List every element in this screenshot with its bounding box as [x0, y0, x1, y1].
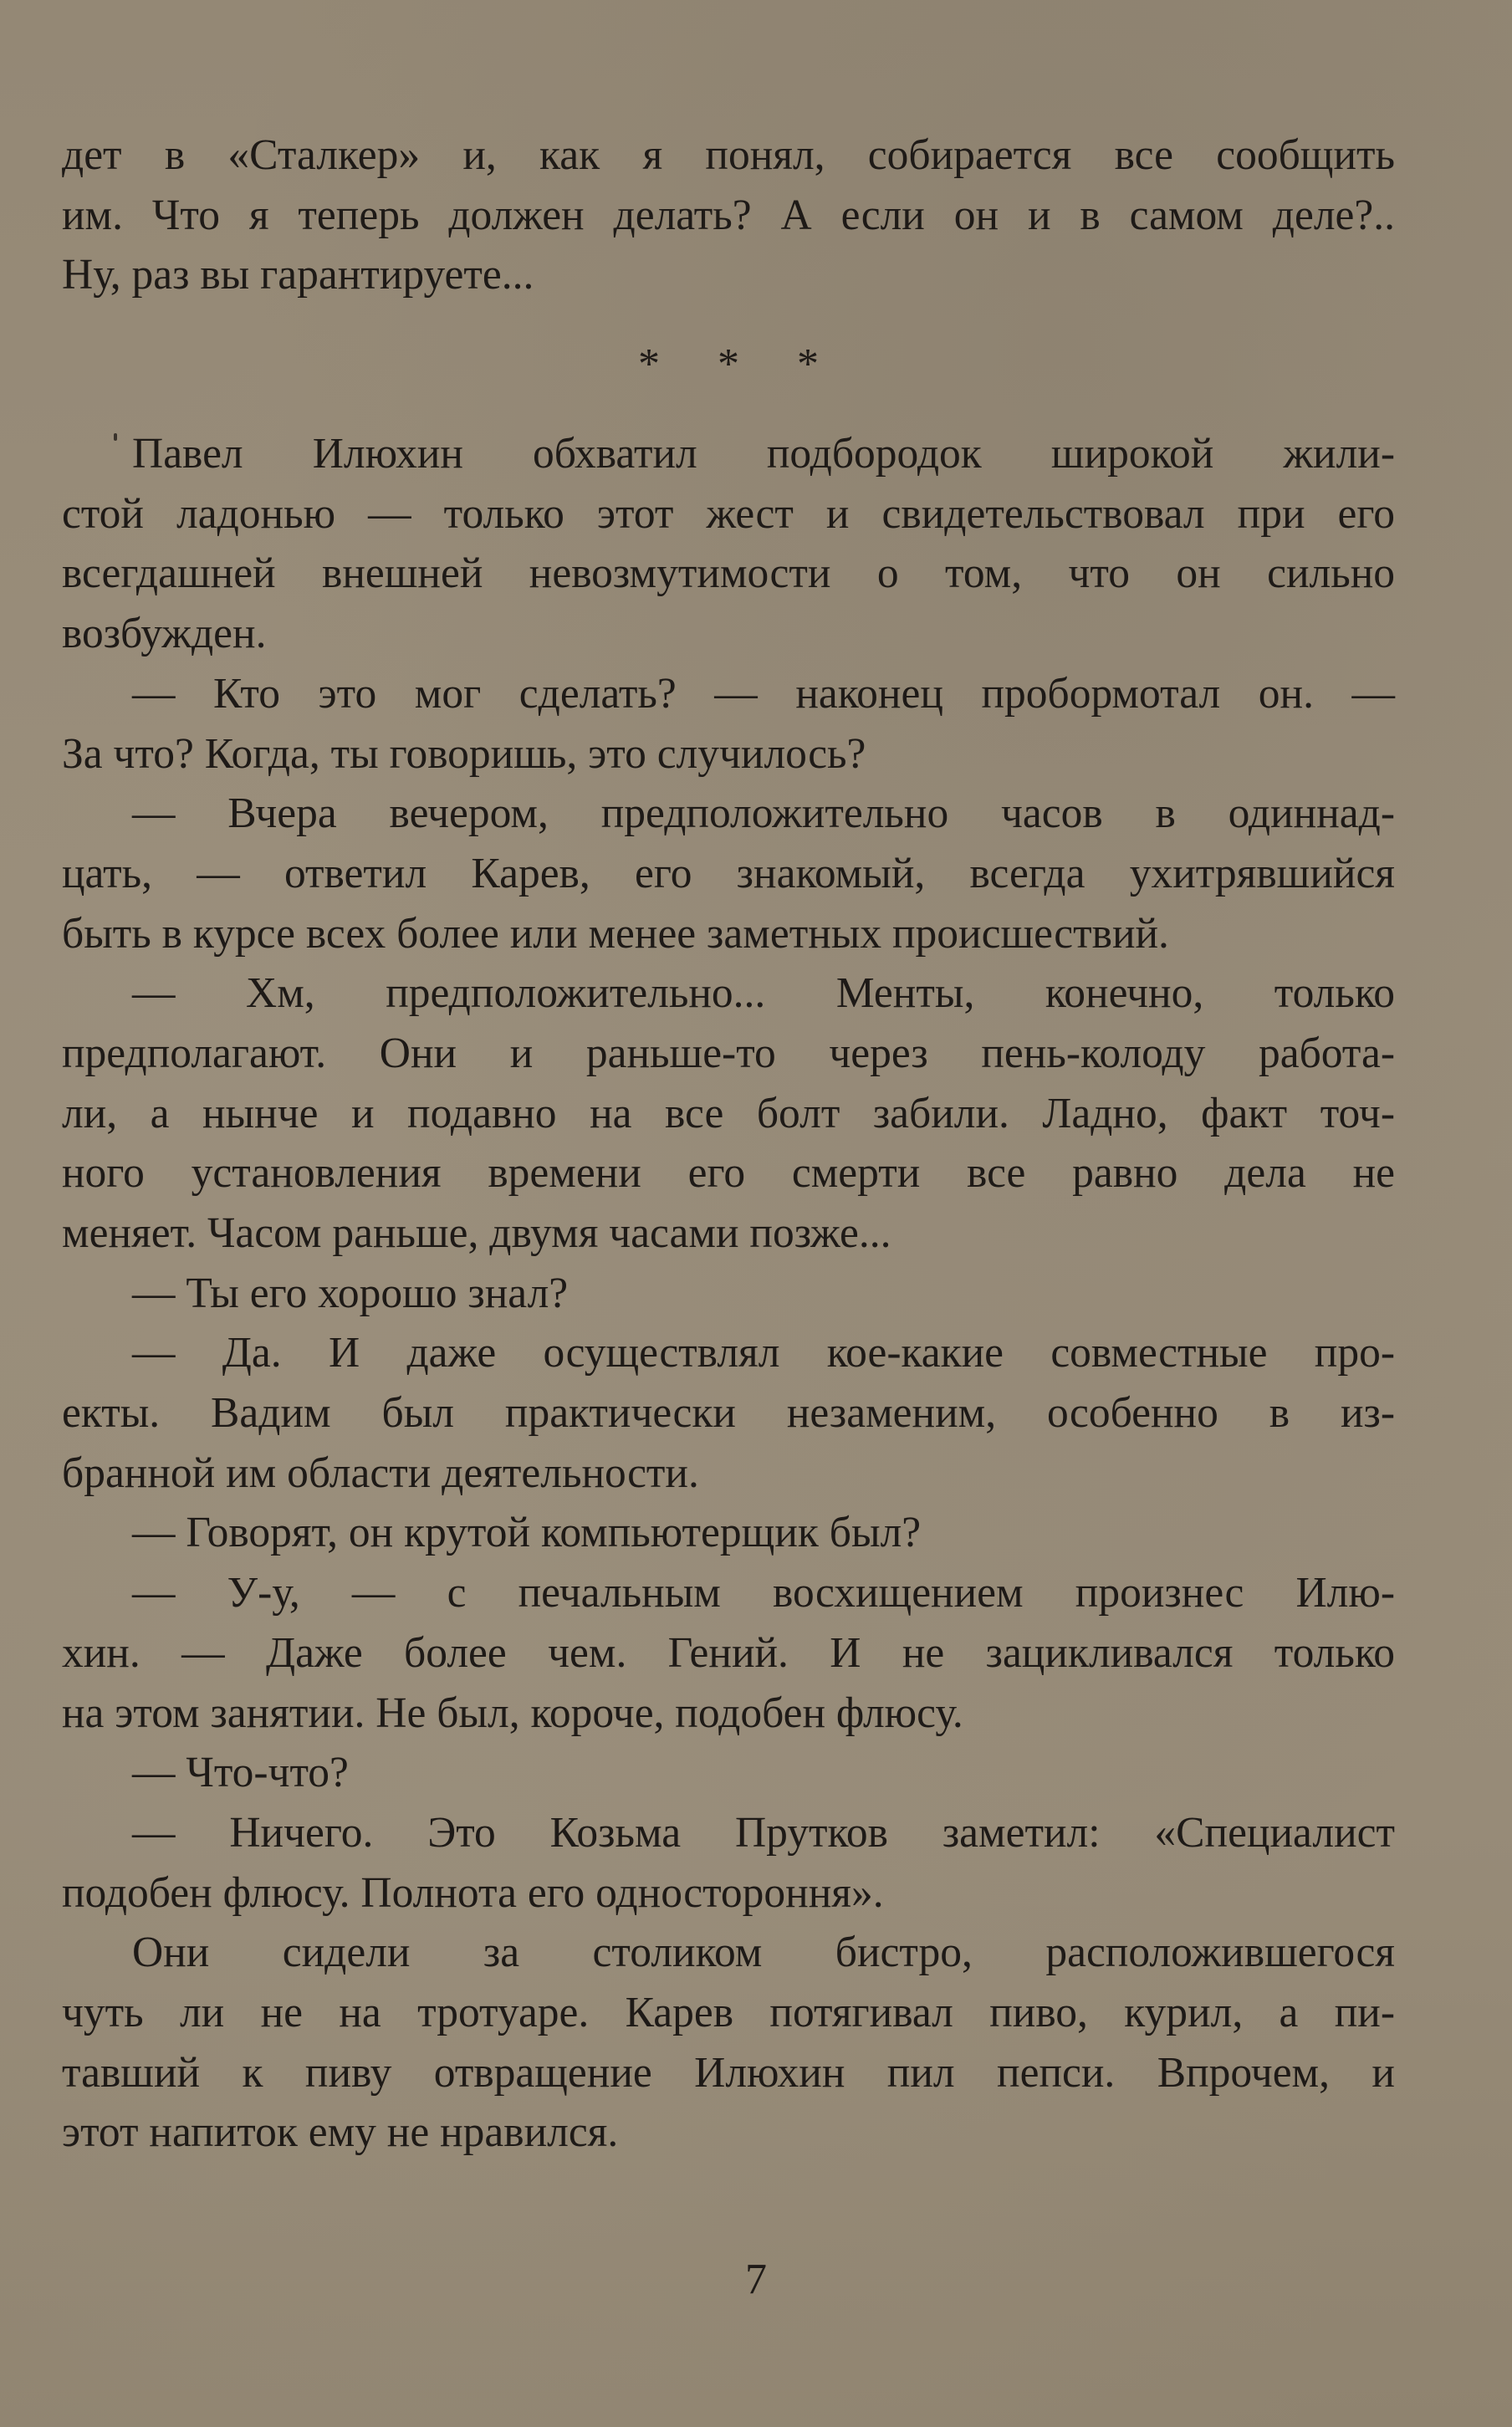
section-separator: * * *	[638, 340, 842, 389]
text-line: — Вчера вечером, предположительно часов в одиннад-	[132, 789, 1395, 838]
text-line: бранной им области деятельности.	[62, 1449, 699, 1497]
text-line: Павел Илюхин обхватил подбородок широкой жили-	[132, 430, 1395, 478]
text-line: — Да. И даже осуществлял кое-какие совместные про-	[132, 1329, 1395, 1377]
text-line: Ну, раз вы гарантируете...	[62, 251, 534, 299]
page-number: 7	[745, 2256, 767, 2303]
text-line: им. Что я теперь должен делать? А если он и в самом деле?..	[62, 191, 1395, 239]
text-line: этот напиток ему не нравился.	[62, 2108, 619, 2157]
text-line: ного установления времени его смерти все равно дела не	[62, 1149, 1395, 1198]
text-column	[62, 125, 1395, 2163]
text-line: — У-у, — с печальным восхищением произнес Илю-	[132, 1569, 1395, 1617]
text-line: Они сидели за столиком бистро, расположившегося	[132, 1929, 1395, 1977]
text-line: екты. Вадим был практически незаменим, особенно в из-	[62, 1389, 1395, 1438]
text-line: ли, а нынче и подавно на все болт забили. Ладно, факт точ-	[62, 1089, 1395, 1137]
text-line: меняет. Часом раньше, двумя часами позже...	[62, 1209, 891, 1257]
text-line: цать, — ответил Карев, его знакомый, всегда ухитрявшийся	[62, 849, 1395, 897]
text-line: подобен флюсу. Полнота его одностороння».	[62, 1868, 884, 1917]
text-line: быть в курсе всех более или менее заметных происшествий.	[62, 909, 1169, 958]
text-line: За что? Когда, ты говоришь, это случилось?	[62, 729, 866, 778]
text-line: предполагают. Они и раньше-то через пень-колоду работа-	[62, 1029, 1395, 1077]
text-line: дет в «Сталкер» и, как я понял, собирается все сообщить	[62, 131, 1395, 179]
text-line: стой ладонью — только этот жест и свидетельствовал при его	[62, 489, 1395, 538]
text-line: — Ничего. Это Козьма Прутков заметил: «Специалист	[132, 1808, 1395, 1857]
text-line: — Ты его хорошо знал?	[132, 1269, 569, 1317]
text-line: — Кто это мог сделать? — наконец пробормотал он. —	[132, 669, 1395, 718]
text-line: — Хм, предположительно... Менты, конечно, только	[132, 969, 1395, 1018]
text-line: тавший к пиву отвращение Илюхин пил пепси. Впрочем, и	[62, 2048, 1395, 2097]
text-line: чуть ли не на тротуаре. Карев потягивал пиво, курил, а пи-	[62, 1988, 1395, 2036]
text-line: возбужден.	[62, 610, 267, 658]
text-line: — Что-что?	[132, 1749, 349, 1797]
text-line: — Говорят, он крутой компьютерщик был?	[132, 1509, 922, 1557]
text-line: хин. — Даже более чем. Гений. И не зацикливался только	[62, 1628, 1395, 1677]
text-line: всегдашней внешней невозмутимости о том, что он сильно	[62, 549, 1395, 598]
text-line: на этом занятии. Не был, короче, подобен флюсу.	[62, 1689, 963, 1737]
